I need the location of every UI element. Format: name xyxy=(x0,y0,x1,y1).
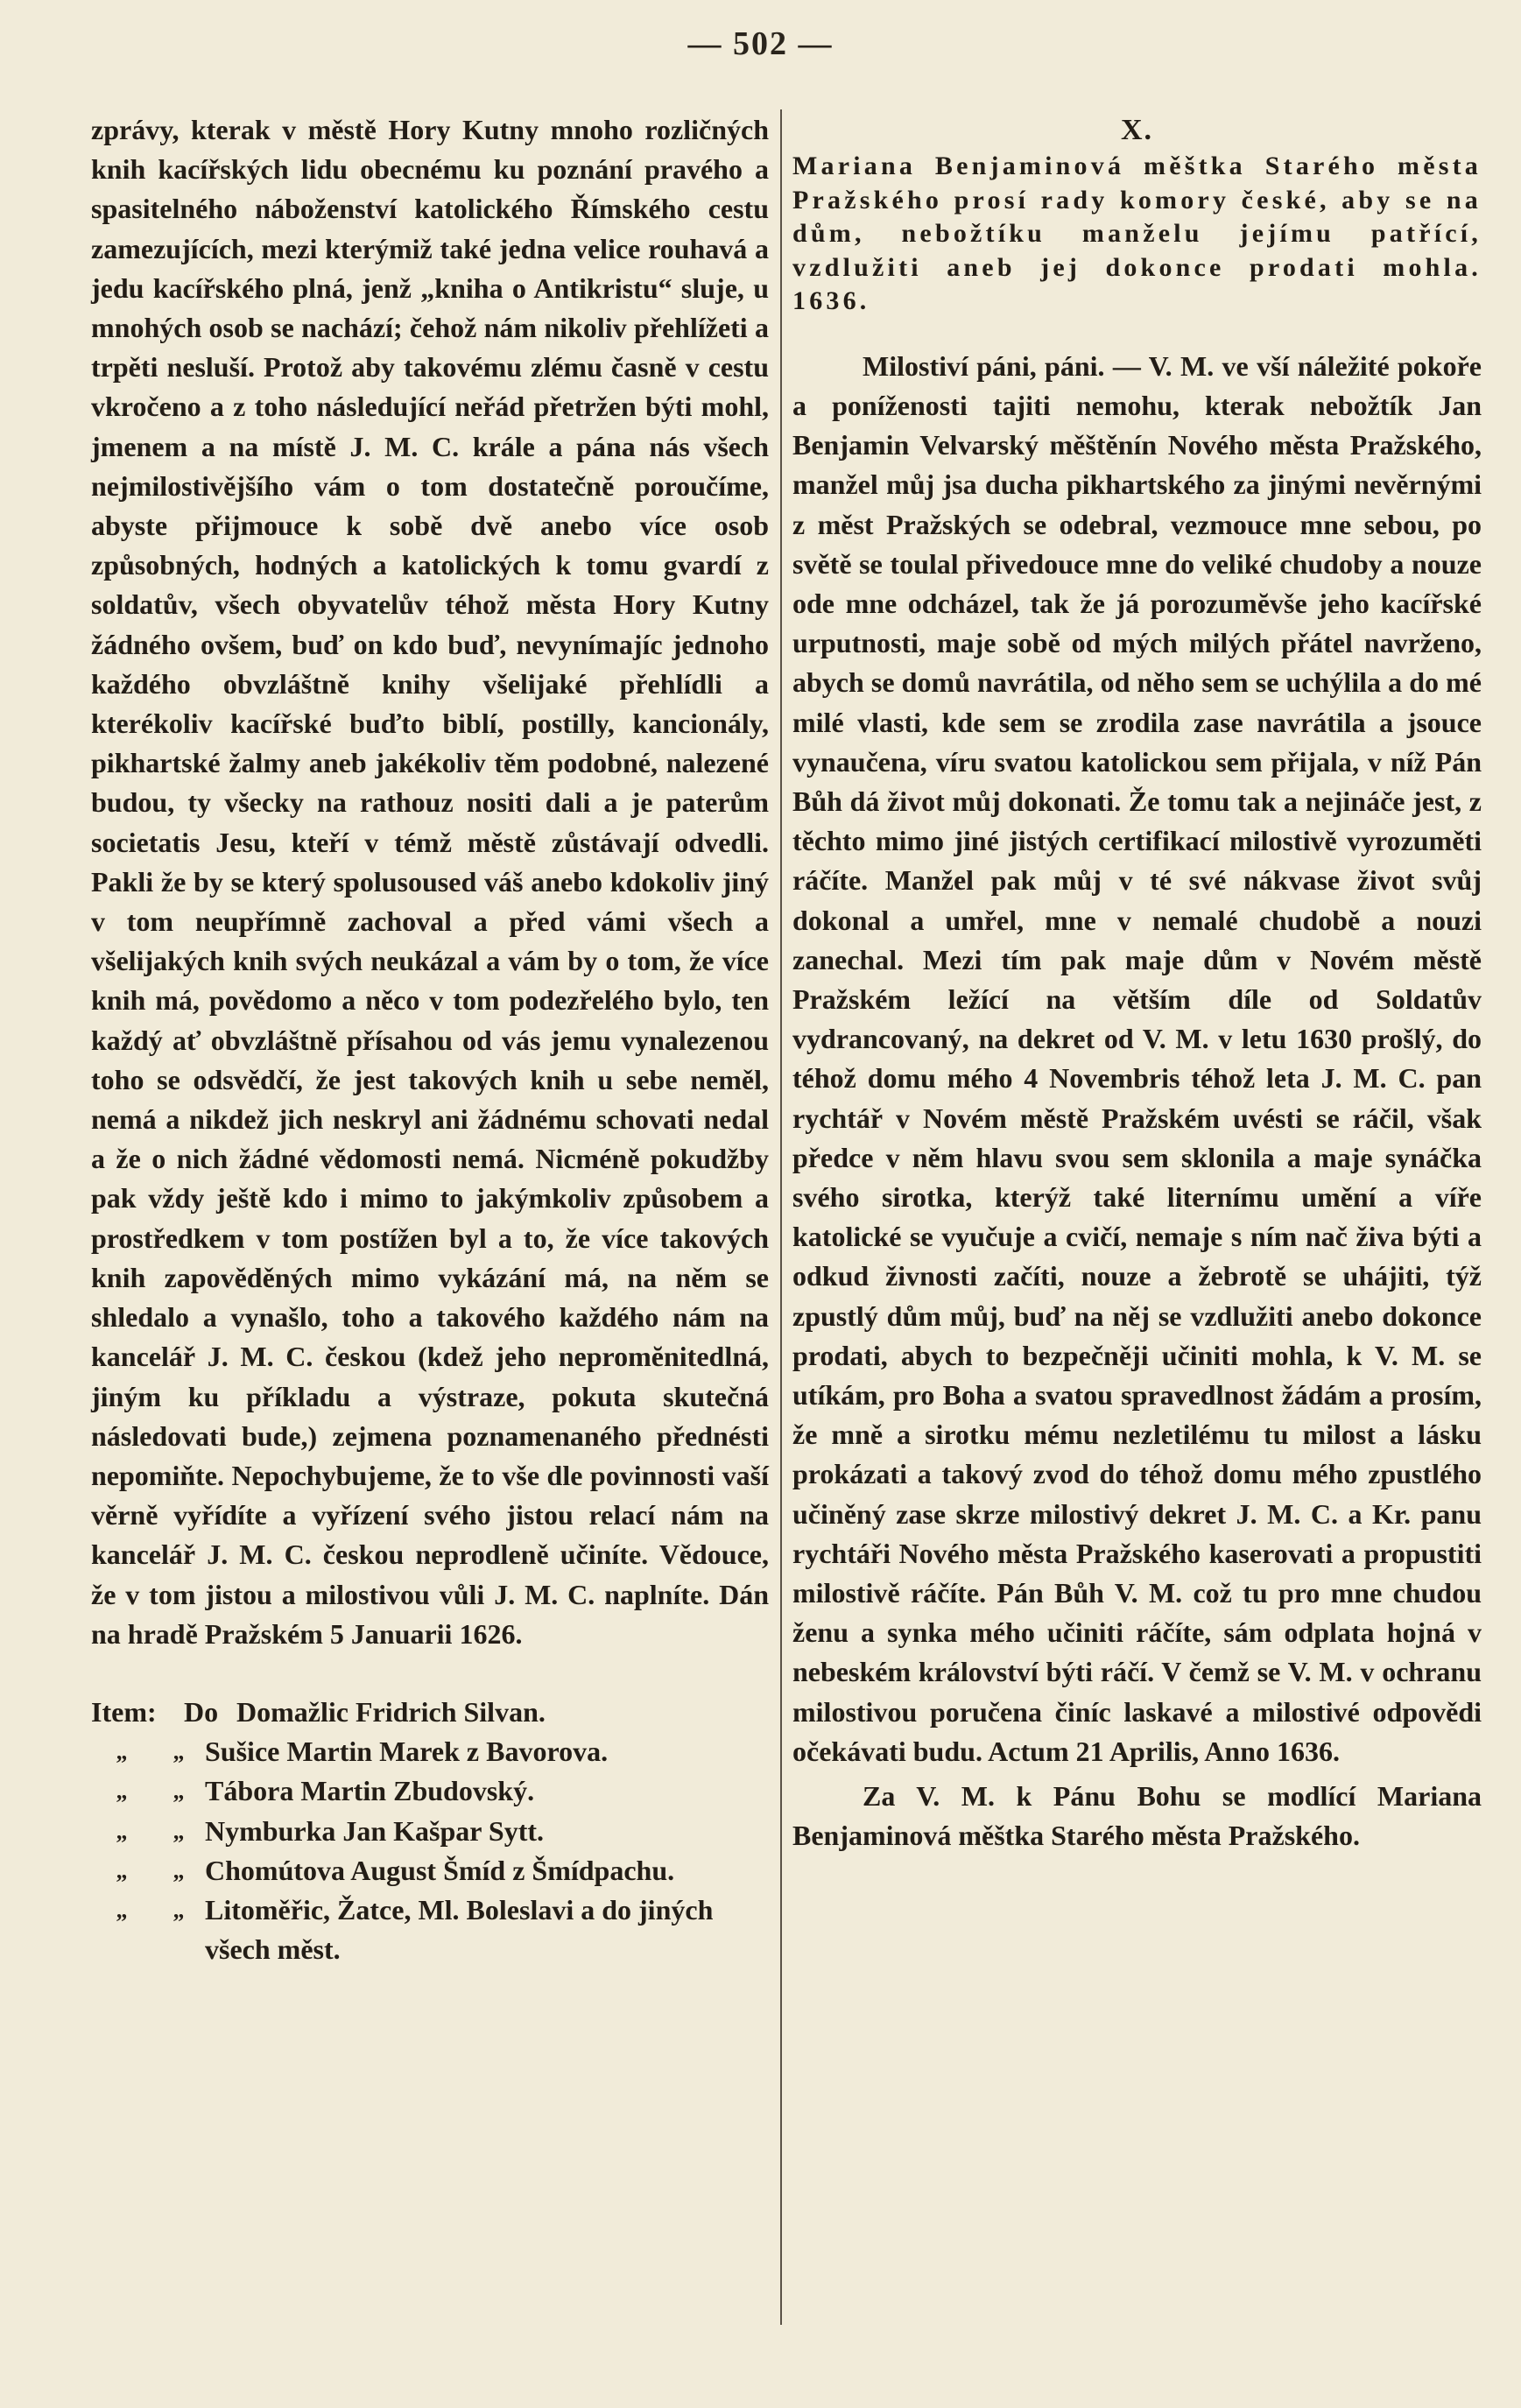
right-column xyxy=(792,110,1482,1855)
list-item xyxy=(91,1732,769,1771)
list-item-text: Tábora Martin Zbudovský. xyxy=(205,1775,535,1807)
list-item xyxy=(91,1890,769,1969)
ditto-mark: „ xyxy=(116,1739,128,1765)
list-item-text: Sušice Martin Marek z Bavorova. xyxy=(205,1736,609,1768)
list-item xyxy=(91,1812,769,1851)
ditto-mark: „ xyxy=(116,1818,128,1844)
document-title: Mariana Benjaminová měštka Starého města Pražského prosí rady komory české, aby se na dům, nebožtíku manželu jejímu patřící, vzdlužiti aneb jej dokonce prodati mohla. 1636. xyxy=(792,151,1482,316)
closing-text: Za V. M. k Pánu Bohu se modlící Mariana Benjaminová měštka Starého města Pražského. xyxy=(792,1780,1482,1852)
list-item-text: Chomútova August Šmíd z Šmídpachu. xyxy=(205,1854,675,1886)
list-item xyxy=(91,1771,769,1811)
letter-text: zprávy, kterak v městě Hory Kutny mnoho rozličných knih kacířských lidu obecnému ku poznání pravého a spasitelného náboženství katolického Římského cestu zamezujících, mezi kterýmiž také jedna velice rouhavá a jedu kacířského plná, jenž „kniha o Antikristu“ sluje, u mnohých osob se nachází; čehož nám nikoliv přehlížeti a trpěti nesluší. Protož aby takovému zlému časně v cestu vkročeno a z toho následující neřád přetržen býti mohl, jmenem a na místě J. M. C. krále a pána nás všech nejmilostivějšího vám o tom dostatečně poroučíme, abyste přijmouce k sobě dvě anebo více osob způsobných, hodných a katolických k tomu gvardí z soldatův, všech obyvatelův téhož města Hory Kutny žádného ovšem, buď on kdo buď, nevynímajíc jednoho každého obvzláštně knihy všelijaké přehlídli a kterékoliv kacířské buďto biblí, postilly, kancionály, pikhartské žalmy aneb jakékoliv těm podobné, nalezené budou, ty všecky na rathouz nositi dali a je paterům societatis Jesu, kteří v témž městě zůstávají odvedli. Pakli že by se který spolusoused váš anebo kdokoliv jiný v tom neupřímně zachoval a před vámi všech a všelijakých knih svých neukázal a vám by o tom, že více knih má, povědomo a něco v tom podezřelého bylo, ten každý ať obvzláštně přísahou od vás jemu vynalezenou toho se odsvědčí, že jest takových knih u sebe neměl, nemá a nikdež jich neskryl ani žádnému schovati nedal a že o nich žádné vědomosti nemá. Nicméně pokudžby pak vždy ještě kdo i mimo to jakýmkoliv způsobem a prostředkem v tom postížen byl a to, že více takových knih zapověděných mimo vykázání má, na něm se shledalo a vynašlo, toho a takového každého nám na kancelář J. M. C. českou (kdež jeho nepromĕnitedlná, jiným ku příkladu a výstraze, pokuta skutečná následovati bude,) zejmena poznamenaného přednésti nepomiňte. Nepochybujeme, že to vše dle povinnosti vaší věrně vyřídíte a vyřízení svého jistou relací nám na kancelář J. M. C. českou neprodleně učiníte. Vědouce, že v tom jistou a milostivou vůli J. M. C. naplníte. Dán na hradě Pražském 5 Januarii 1626. xyxy=(91,114,769,1650)
ditto-mark: „ xyxy=(173,1778,185,1805)
list-item-text: Nymburka Jan Kašpar Sytt. xyxy=(205,1814,545,1847)
ditto-mark: „ xyxy=(173,1897,185,1923)
ditto-mark: „ xyxy=(116,1897,128,1923)
list-item-text: Litoměřic, Žatce, Ml. Boleslavi a do jiných všech měst. xyxy=(205,1893,714,1966)
list-item-text: Domažlic Fridrich Silvan. xyxy=(236,1695,546,1728)
list-item xyxy=(91,1693,769,1732)
ditto-mark: „ xyxy=(116,1778,128,1805)
column-divider xyxy=(780,109,782,2325)
ditto-mark: „ xyxy=(173,1818,185,1844)
do-label: Do xyxy=(184,1695,219,1728)
ditto-mark: „ xyxy=(173,1857,185,1883)
ditto-mark: „ xyxy=(116,1857,128,1883)
list-item xyxy=(91,1851,769,1890)
ditto-mark: „ xyxy=(173,1739,185,1765)
section-number: X. xyxy=(1120,114,1154,146)
petition-text: Milostiví páni, páni. — V. M. ve vší náležité pokoře a poníženosti tajiti nemohu, kterak nebožtík Jan Benjamin Velvarský měštěnín Nového města Pražského, manžel můj jsa ducha pikhartského za jinými nevěrnými z měst Pražských se odebral, vezmouce mne sebou, po světě se toulal přivedouce mne do veliké chudoby a nouze ode mne odcházel, tak že já porozumĕvše jeho kacířské urputnosti, maje sobě od mých milých přátel navrženo, abych se domů navrátila, od něho sem se uchýlila a do mé milé vlasti, kde sem se zrodila zase navrátila a jsouce vynaučena, víru svatou katolickou sem přijala, v níž Pán Bůh dá život můj dokonati. Že tomu tak a nejináče jest, z těchto mimo jiné jistých certifikací milostivě vyrozuměti ráčíte. Manžel pak můj v té své nákvase život svůj dokonal a umřel, mne v nemalé chudobě a nouzi zanechal. Mezi tím pak maje dům v Novém městě Pražském ležící na větším díle od Soldatův vydrancovaný, na dekret od V. M. v letu 1630 prošlý, do téhož domu mého 4 Novembris téhož leta J. M. C. pan rychtář v Novém městě Pražském uvésti se ráčil, však předce v něm hlavu svou sem sklonila a maje synáčka svého sirotka, kterýž také liternímu umění a víře katolické se vyučuje a cvičí, nemaje s ním nač živa býti a odkud živnosti začíti, nouze a žebrotě se uhájiti, týž zpustlý dům můj, buď na něj se vzdlužiti anebo dokonce prodati, abych to bezpečněji učiniti mohla, k V. M. se utíkám, pro Boha a svatou spravedlnost žádám a prosím, že mně a sirotku mému nezletilému tu milost a lásku prokázati a takový zvod do téhož domu mého zpustlého učiněný zase skrze milostivý dekret J. M. C. a Kr. panu rychtáři Nového města Pražského kaserovati a propustiti milostivě ráčíte. Pán Bůh V. M. což tu pro mne chudou ženu a synka mého učiniti ráčíte, sám odplata hojná v nebeském království býti ráčí. V čemž se V. M. v ochranu milostivou poručena činíc laskavé a milostivé odpovědi očekávati budu. Actum 21 Aprilis, Anno 1636. xyxy=(792,349,1482,1767)
left-column xyxy=(91,110,769,1969)
page-number: — 502 — xyxy=(687,25,834,62)
item-label: Item: xyxy=(91,1695,157,1728)
recipient-list xyxy=(91,1693,769,1969)
